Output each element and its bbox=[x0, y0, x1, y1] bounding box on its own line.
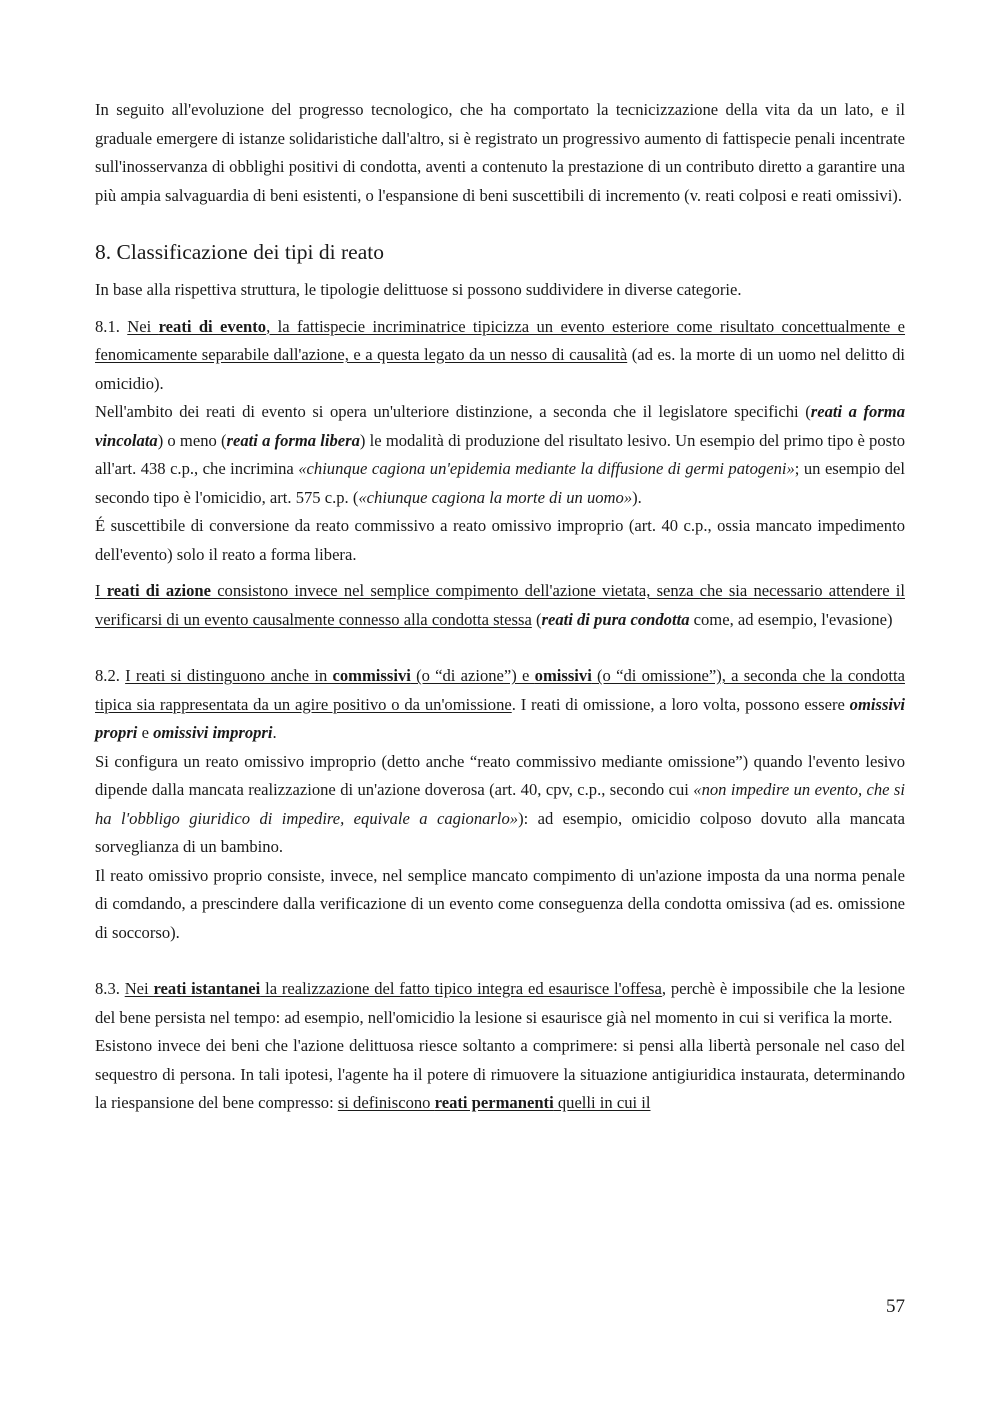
quote-art-575: «chiunque cagiona la morte di un uomo» bbox=[358, 487, 633, 507]
term-reati-a-forma-vincolata: reati a forma vincolata bbox=[95, 402, 906, 450]
paragraph-reati-di-azione: I reati di azione consistono invece nel semplice compimento dell'azione vietata, senza che sia necessario attendere il verificarsi di un evento causalmente connesso alla condotta stessa (reati di pura condotta come, ad esempio, l'evasione) bbox=[95, 581, 905, 629]
paragraph-8-2: 8.2. I reati si distinguono anche in commissivi (o “di azione”) e omissivi (o “di omissione”), a seconda che la condotta tipica sia rappresentata da un agire positivo o da un'omissione. I reati di omissione, a loro volta, possono essere omissivi propri e omissivi impropri. bbox=[95, 666, 905, 742]
paragraph-8-2-improprio: Si configura un reato omissivo improprio (detto anche “reato commissivo mediante omissione”) quando l'evento lesivo dipende dalla mancata realizzazione di un'azione doverosa (art. 40, cpv, c.p., secondo cui «non impedire un evento, che si ha l'obbligo giuridico di impedire, equivale a cagionarlo»): ad esempio, omicidio colposo dovuto alla mancata sorveglianza di un bambino. bbox=[95, 751, 905, 856]
section-heading: 8. Classificazione dei tipi di reato bbox=[95, 240, 384, 264]
paragraph-8-3-permanenti: Esistono invece dei beni che l'azione delittuosa riesce soltanto a comprimere: si pensi alla libertà personale nel caso del sequestro di persona. In tali ipotesi, l'agente ha il potere di rimuovere la situazione antigiuridica instaurata, determinando la riespansione del bene compresso: si definiscono reati permanenti quelli in cui il bbox=[95, 1036, 905, 1112]
quote-art-438: «chiunque cagiona un'epidemia mediante la diffusione di germi patogeni» bbox=[298, 459, 795, 478]
term-reati-di-azione: reati di azione bbox=[106, 581, 211, 600]
term-reati-a-forma-libera: reati a forma libera bbox=[226, 430, 360, 450]
underlined-definition: Nei reati di evento, la fattispecie incriminatrice tipicizza un evento esteriore come risultato concettualmente e fenomicamente separabile dall'azione, e a questa legato da un nesso di causalità bbox=[95, 316, 906, 364]
paragraph-8-3: 8.3. Nei reati istantanei la realizzazione del fatto tipico integra ed esaurisce l'offesa, perchè è impossibile che la lesione del bene persista nel tempo: ad esempio, nell'omicidio la lesione si esaurisce già nel momento in cui si verifica la morte. bbox=[95, 979, 905, 1027]
term-commissivi: commissivi bbox=[332, 666, 411, 685]
intro-paragraph: In seguito all'evoluzione del progresso tecnologico, che ha comportato la tecnicizzazione della vita da un lato, e il graduale emergere di istanze solidaristiche dall'altro, si è registrato un progressivo aumento di fattispecie penali incentrate sull'inosservanza di obblighi positivi di condotta, aventi a contenuto la prestazione di un contributo diretto a garantire una più ampia salvaguardia di beni esistenti, o l'espansione di beni suscettibili di incremento (v. reati colposi e reati omissivi). bbox=[95, 100, 905, 205]
underlined-definition: I reati di azione consistono invece nel semplice compimento dell'azione vietata, senza che sia necessario attendere il verificarsi di un evento causalmente connesso alla condotta stessa bbox=[95, 581, 905, 629]
term-reati-di-evento: reati di evento bbox=[158, 316, 267, 336]
paragraph-8-2-proprio: Il reato omissivo proprio consiste, invece, nel semplice mancato compimento di un'azione imposta da una norma penale di comdando, a prescindere dalla verificazione di un evento come conseguenza della condotta omissiva (ad es. omissione di soccorso). bbox=[95, 865, 905, 942]
paragraph-8-1-conversione: É suscettibile di conversione da reato commissivo a reato omissivo improprio (art. 40 c.p., ossia mancato impedimento dell'evento) solo il reato a forma libera. bbox=[95, 516, 905, 564]
term-omissivi-propri: omissivi propri bbox=[95, 694, 905, 742]
page-number: 57 bbox=[886, 1296, 905, 1317]
term-omissivi-impropri: omissivi impropri bbox=[153, 723, 273, 742]
underlined-definition: I reati si distinguono anche in commissivi (o “di azione”) e omissivi (o “di omissione”), a seconda che la condotta tipica sia rappresentata da un agire positivo o da un'omissione bbox=[95, 666, 905, 714]
underlined-definition: Nei reati istantanei la realizzazione del fatto tipico integra ed esaurisce l'offesa bbox=[124, 979, 662, 998]
underlined-definition: si definiscono reati permanenti quelli in cui il bbox=[337, 1093, 651, 1112]
paragraph-8-1: 8.1. Nei reati di evento, la fattispecie incriminatrice tipicizza un evento esteriore come risultato concettualmente e fenomicamente separabile dall'azione, e a questa legato da un nesso di causalità (ad es. la morte di un uomo nel delitto di omicidio). bbox=[95, 316, 906, 393]
quote-art-40: «non impedire un evento, che si ha l'obbligo giuridico di impedire, equivale a cagionarlo» bbox=[95, 780, 905, 828]
document-body bbox=[95, 96, 905, 1118]
term-reati-di-pura-condotta: reati di pura condotta bbox=[541, 609, 690, 629]
term-reati-istantanei: reati istantanei bbox=[153, 979, 261, 998]
section-lead: In base alla rispettiva struttura, le tipologie delittuose si possono suddividere in diverse categorie. bbox=[95, 280, 742, 299]
term-omissivi: omissivi bbox=[534, 666, 592, 685]
paragraph-8-1-forma: Nell'ambito dei reati di evento si opera un'ulteriore distinzione, a seconda che il legislatore specifichi (reati a forma vincolata) o meno (reati a forma libera) le modalità di produzione del risultato lesivo. Un esempio del primo tipo è posto all'art. 438 c.p., che incrimina «chiunque cagiona un'epidemia mediante la diffusione di germi patogeni»; un esempio del secondo tipo è l'omicidio, art. 575 c.p. («chiunque cagiona la morte di un uomo»). bbox=[95, 402, 906, 507]
term-reati-permanenti: reati permanenti bbox=[434, 1093, 554, 1112]
